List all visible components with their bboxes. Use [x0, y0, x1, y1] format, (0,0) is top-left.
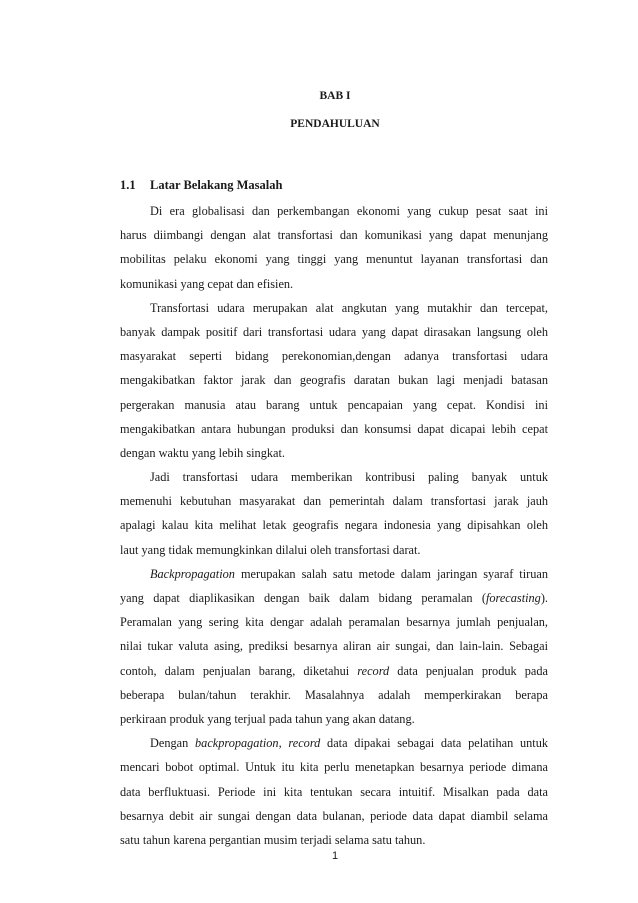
text-segment: ).	[540, 591, 548, 605]
text-line: besarnya debit air sungai dengan data bulanan, periode data dapat diambil selama	[120, 808, 548, 823]
text-line: apalagi kalau kita melihat letak geografis negara indonesia yang dipisahkan oleh	[120, 518, 548, 533]
page-number: 1	[331, 850, 339, 862]
italic-term: forecasting	[485, 591, 541, 605]
body-text	[120, 199, 548, 852]
text-line: Di era globalisasi dan perkembangan ekonomi yang cukup pesat saat ini	[150, 204, 548, 218]
text-line: satu tahun karena pergantian musim terjadi selama satu tahun.	[120, 832, 426, 847]
text-line: Peramalan yang sering kita dengar adalah peramalan besarnya jumlah penjualan,	[120, 615, 548, 630]
section-number: 1.1	[120, 178, 136, 192]
text-line: banyak dampak positif dari transfortasi udara yang dapat dirasakan langsung oleh	[120, 324, 548, 339]
text-line: komunikasi yang cepat dan efisien.	[120, 276, 294, 291]
chapter-number: BAB I	[319, 90, 351, 102]
text-line	[120, 731, 548, 755]
italic-term: backpropagation	[195, 736, 279, 751]
text-line: nilai tukar valuta asing, prediksi besarnya aliran air sungai, dan lain-lain. Sebagai	[120, 639, 548, 654]
text-line	[120, 659, 548, 683]
text-line: dengan waktu yang lebih singkat.	[120, 445, 285, 460]
text-line: harus diimbangi dengan alat transfortasi dan komunikasi yang dapat menunjang	[120, 228, 548, 243]
italic-term: record	[357, 663, 390, 678]
text-line: beberapa bulan/tahun terakhir. Masalahnya adalah memperkirakan berapa	[120, 687, 548, 702]
italic-term: Backpropagation	[150, 566, 235, 581]
text-line: perkiraan produk yang terjual pada tahun yang akan datang.	[120, 711, 415, 726]
section-heading	[120, 178, 282, 193]
section-title: Latar Belakang Masalah	[150, 178, 283, 192]
text-segment: data penjualan produk pada	[389, 663, 548, 678]
text-line: memenuhi kebutuhan masyarakat dan pemerintah dalam transfortasi jarak jauh	[120, 494, 548, 509]
text-segment: merupakan salah satu metode dalam jaringan syaraf tiruan	[234, 566, 548, 581]
text-segment: yang dapat diaplikasikan dengan baik dalam bidang peramalan (	[120, 591, 486, 605]
text-line: Transfortasi udara merupakan alat angkutan yang mutakhir dan tercepat,	[150, 300, 548, 315]
text-segment: data dipakai sebagai data pelatihan untuk	[320, 736, 548, 751]
text-segment: contoh, dalam penjualan barang, diketahui	[120, 663, 358, 678]
text-line: mencari bobot optimal. Untuk itu kita perlu menetapkan besarnya periode dimana	[120, 760, 548, 775]
text-line	[120, 586, 548, 610]
text-line: mengakibatkan antara hubungan produksi dan konsumsi dapat dicapai lebih cepat	[120, 421, 548, 436]
text-segment: ,	[278, 736, 289, 751]
text-line	[120, 562, 548, 586]
text-line: data berfluktuasi. Periode ini kita tentukan secara intuitif. Misalkan pada data	[120, 784, 548, 799]
text-segment: Dengan	[150, 736, 196, 751]
text-line: mengakibatkan faktor jarak dan geografis daratan bukan lagi menjadi batasan	[120, 373, 548, 388]
text-line: Jadi transfortasi udara memberikan kontribusi paling banyak untuk	[150, 470, 548, 485]
chapter-title: PENDAHULUAN	[290, 118, 380, 130]
italic-term: record	[288, 736, 321, 751]
text-line: pergerakan manusia atau barang untuk pencapaian yang cepat. Kondisi ini	[120, 397, 548, 412]
text-line: mobilitas pelaku ekonomi yang tinggi yang menuntut layanan transfortasi dan	[120, 252, 548, 267]
text-line: masyarakat seperti bidang perekonomian,dengan adanya transfortasi udara	[120, 349, 548, 364]
text-line: laut yang tidak memungkinkan dilalui oleh transfortasi darat.	[120, 542, 421, 557]
